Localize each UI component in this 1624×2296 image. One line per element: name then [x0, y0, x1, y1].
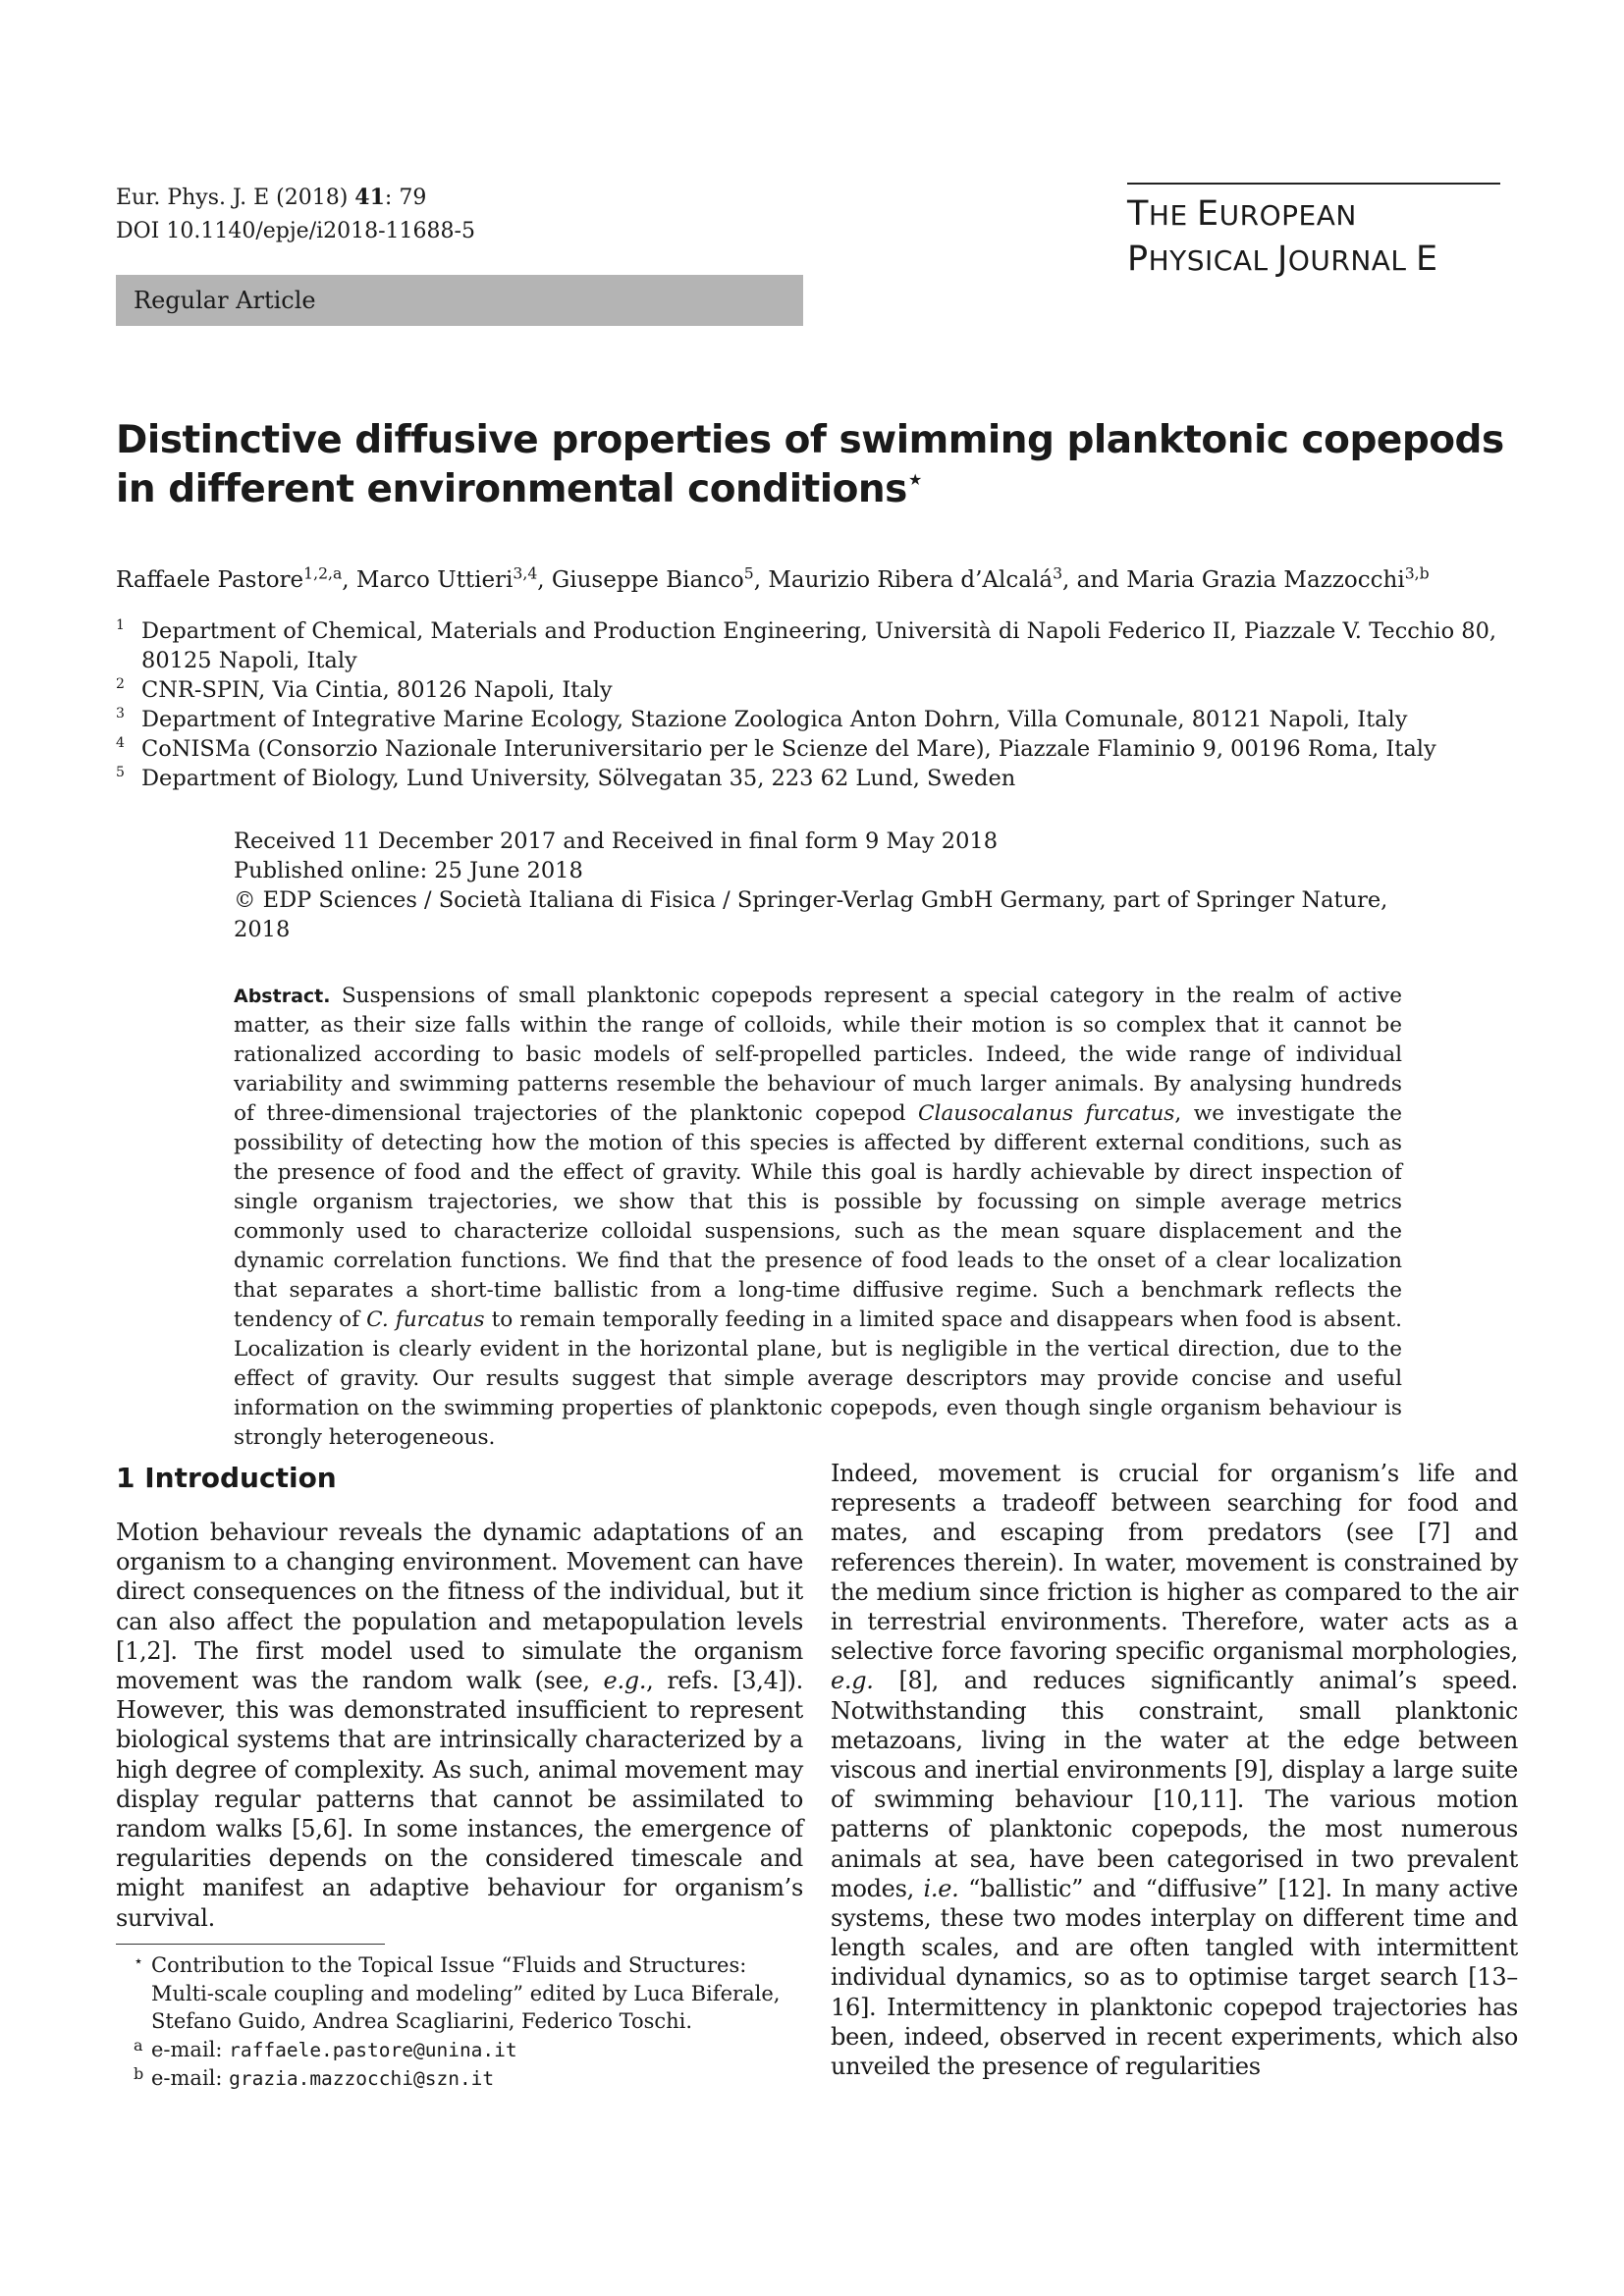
author: Giuseppe Bianco [551, 567, 744, 593]
abstract: Abstract. Suspensions of small planktonic copepods represent a special category in the realm of active matter, as their size falls within the range of colloids, while their motion is so complex that it cannot be rationalized according to basic models of self-propelled particles. Indeed, the wide range of individual variability and swimming patterns resemble the behaviour of much larger animals. By analysing hundreds of three-dimensional trajectories of the planktonic copepod Clausocalanus furcatus, we investigate the possibility of detecting how the motion of this species is affected by different external conditions, such as the presence of food and the effect of gravity. While this goal is hardly achievable by direct inspection of single organism trajectories, we show that this is possible by focussing on simple average metrics commonly used to characterize colloidal suspensions, such as the mean square displacement and the dynamic correlation functions. We find that the presence of food leads to the onset of a clear localization that separates a short-time ballistic from a long-time diffusive regime. Such a benchmark reflects the tendency of C. furcatus to remain temporally feeding in a limited space and disappears when food is absent. Localization is clearly evident in the horizontal plane, but is negligible in the vertical direction, due to the effect of gravity. Our results suggest that simple average descriptors may provide concise and useful information on the swimming properties of planktonic copepods, even though single organism behaviour is strongly heterogeneous. [234, 984, 1403, 1450]
author: Maurizio Ribera d’Alcalá [768, 567, 1054, 593]
affiliation: 3 Department of Integrative Marine Ecology, Stazione Zoologica Anton Dohrn, Villa Comunale, 80121 Napoli, Italy [116, 706, 1408, 732]
intro-paragraph-right: Indeed, movement is crucial for organism’s life and represents a tradeoff between searching for food and mates, and escaping from predators (see [7] and references therein). In water, movement is constrained by the medium since friction is higher as compared to the air in terrestrial environments. Therefore, water acts as a selective force favoring specific organismal morphologies, e.g. [8], and reduces significantly animal’s speed. Notwithstanding this constraint, small planktonic metazoans, living in the water at the edge between viscous and inertial environments [9], display a large suite of swimming behaviour [10,11]. The various motion patterns of planktonic copepods, the most numerous animals at sea, have been categorised in two prevalent modes, i.e. “ballistic” and “diffusive” [12]. In many active systems, these two modes interplay on different time and length scales, and are often tangled with intermittent individual dynamics, so as to optimise target search [13–16]. Intermittency in planktonic copepod trajectories has been, indeed, observed in recent experiments, which also unveiled the presence of regularities [831, 1460, 1518, 2081]
affiliation: 2 CNR-SPIN, Via Cintia, 80126 Napoli, Italy [116, 676, 613, 703]
article-type-label: Regular Article [134, 287, 316, 314]
article-type-banner [116, 275, 803, 326]
footnote-divider [116, 1944, 385, 1945]
author: Raffaele Pastore [116, 567, 304, 593]
published-date: Published online: 25 June 2018 [234, 858, 583, 883]
citation-header [116, 181, 475, 248]
author: Marco Uttieri [355, 567, 514, 593]
footnotes [116, 1951, 803, 2094]
left-column [116, 1459, 803, 1933]
copyright: © EDP Sciences / Società Italiana di Fisica / Springer-Verlag GmbH Germany, part of Springer Nature, 2018 [234, 887, 1388, 942]
affiliation: 5 Department of Biology, Lund University, Sölvegatan 35, 223 62 Lund, Sweden [116, 765, 1016, 791]
footnote-email-a: a e-mail: raffaele.pastore@unina.it [134, 2035, 517, 2061]
paper-title: Distinctive diffusive properties of swimming planktonic copepods in different environmental conditions⋆ [116, 418, 1504, 511]
footnote-star: ⋆ Contribution to the Topical Issue “Fluids and Structures: Multi-scale coupling and modeling” edited by Luca Biferale, Stefano Guido, Andrea Scagliarini, Federico Toschi. [134, 1951, 781, 2033]
received-date: Received 11 December 2017 and Received in final form 9 May 2018 [234, 828, 999, 854]
abstract-label: Abstract. [234, 986, 331, 1007]
journal-logo: THE EUROPEAN PHYSICAL JOURNAL E [1127, 183, 1500, 283]
author: Maria Grazia Mazzocchi [1126, 567, 1405, 593]
publication-dates [234, 827, 1432, 944]
email-link-mazzocchi[interactable]: grazia.mazzocchi@szn.it [229, 2067, 495, 2090]
intro-paragraph-left: Motion behaviour reveals the dynamic adaptations of an organism to a changing environment. Movement can have direct consequences on the fitness of the individual, but it can also affect the population and metapopulation levels [1,2]. The first model used to simulate the organism movement was the random walk (see, e.g., refs. [3,4]). However, this was demonstrated insufficient to represent biological systems that are intrinsically characterized by a high degree of complexity. As such, animal movement may display regular patterns that cannot be assimilated to random walks [5,6]. In some instances, the emergence of regularities depends on the considered timescale and might manifest an adaptive behaviour for organism’s survival. [116, 1519, 804, 1932]
affiliation-list [116, 616, 1520, 793]
doi[interactable]: DOI 10.1140/epje/i2018-11688-5 [116, 219, 475, 243]
journal-citation: Eur. Phys. J. E (2018) 41: 79 [116, 185, 427, 210]
title-footnote-marker[interactable]: ⋆ [906, 464, 923, 495]
right-column [831, 1459, 1518, 2081]
affiliation: 1 Department of Chemical, Materials and Production Engineering, Università di Napoli Federico II, Piazzale V. Tecchio 80, 80125 Napoli, Italy [116, 617, 1497, 673]
author-list: Raffaele Pastore$^{1,2,a}$, Marco Uttieri$^{3,4}$, Giuseppe Bianco$^5$, Maurizio Ribera d’Alcalá$^3$, and Maria Grazia Mazzocchi$^{3,b}$ [116, 563, 1430, 593]
section-heading-introduction: 1 Introduction [116, 1462, 337, 1494]
footnote-email-b: b e-mail: grazia.mazzocchi@szn.it [134, 2064, 495, 2090]
affiliation: 4 CoNISMa (Consorzio Nazionale Interuniversitario per le Scienze del Mare), Piazzale Flaminio 9, 00196 Roma, Italy [116, 735, 1436, 762]
email-link-pastore[interactable]: raffaele.pastore@unina.it [229, 2038, 517, 2061]
